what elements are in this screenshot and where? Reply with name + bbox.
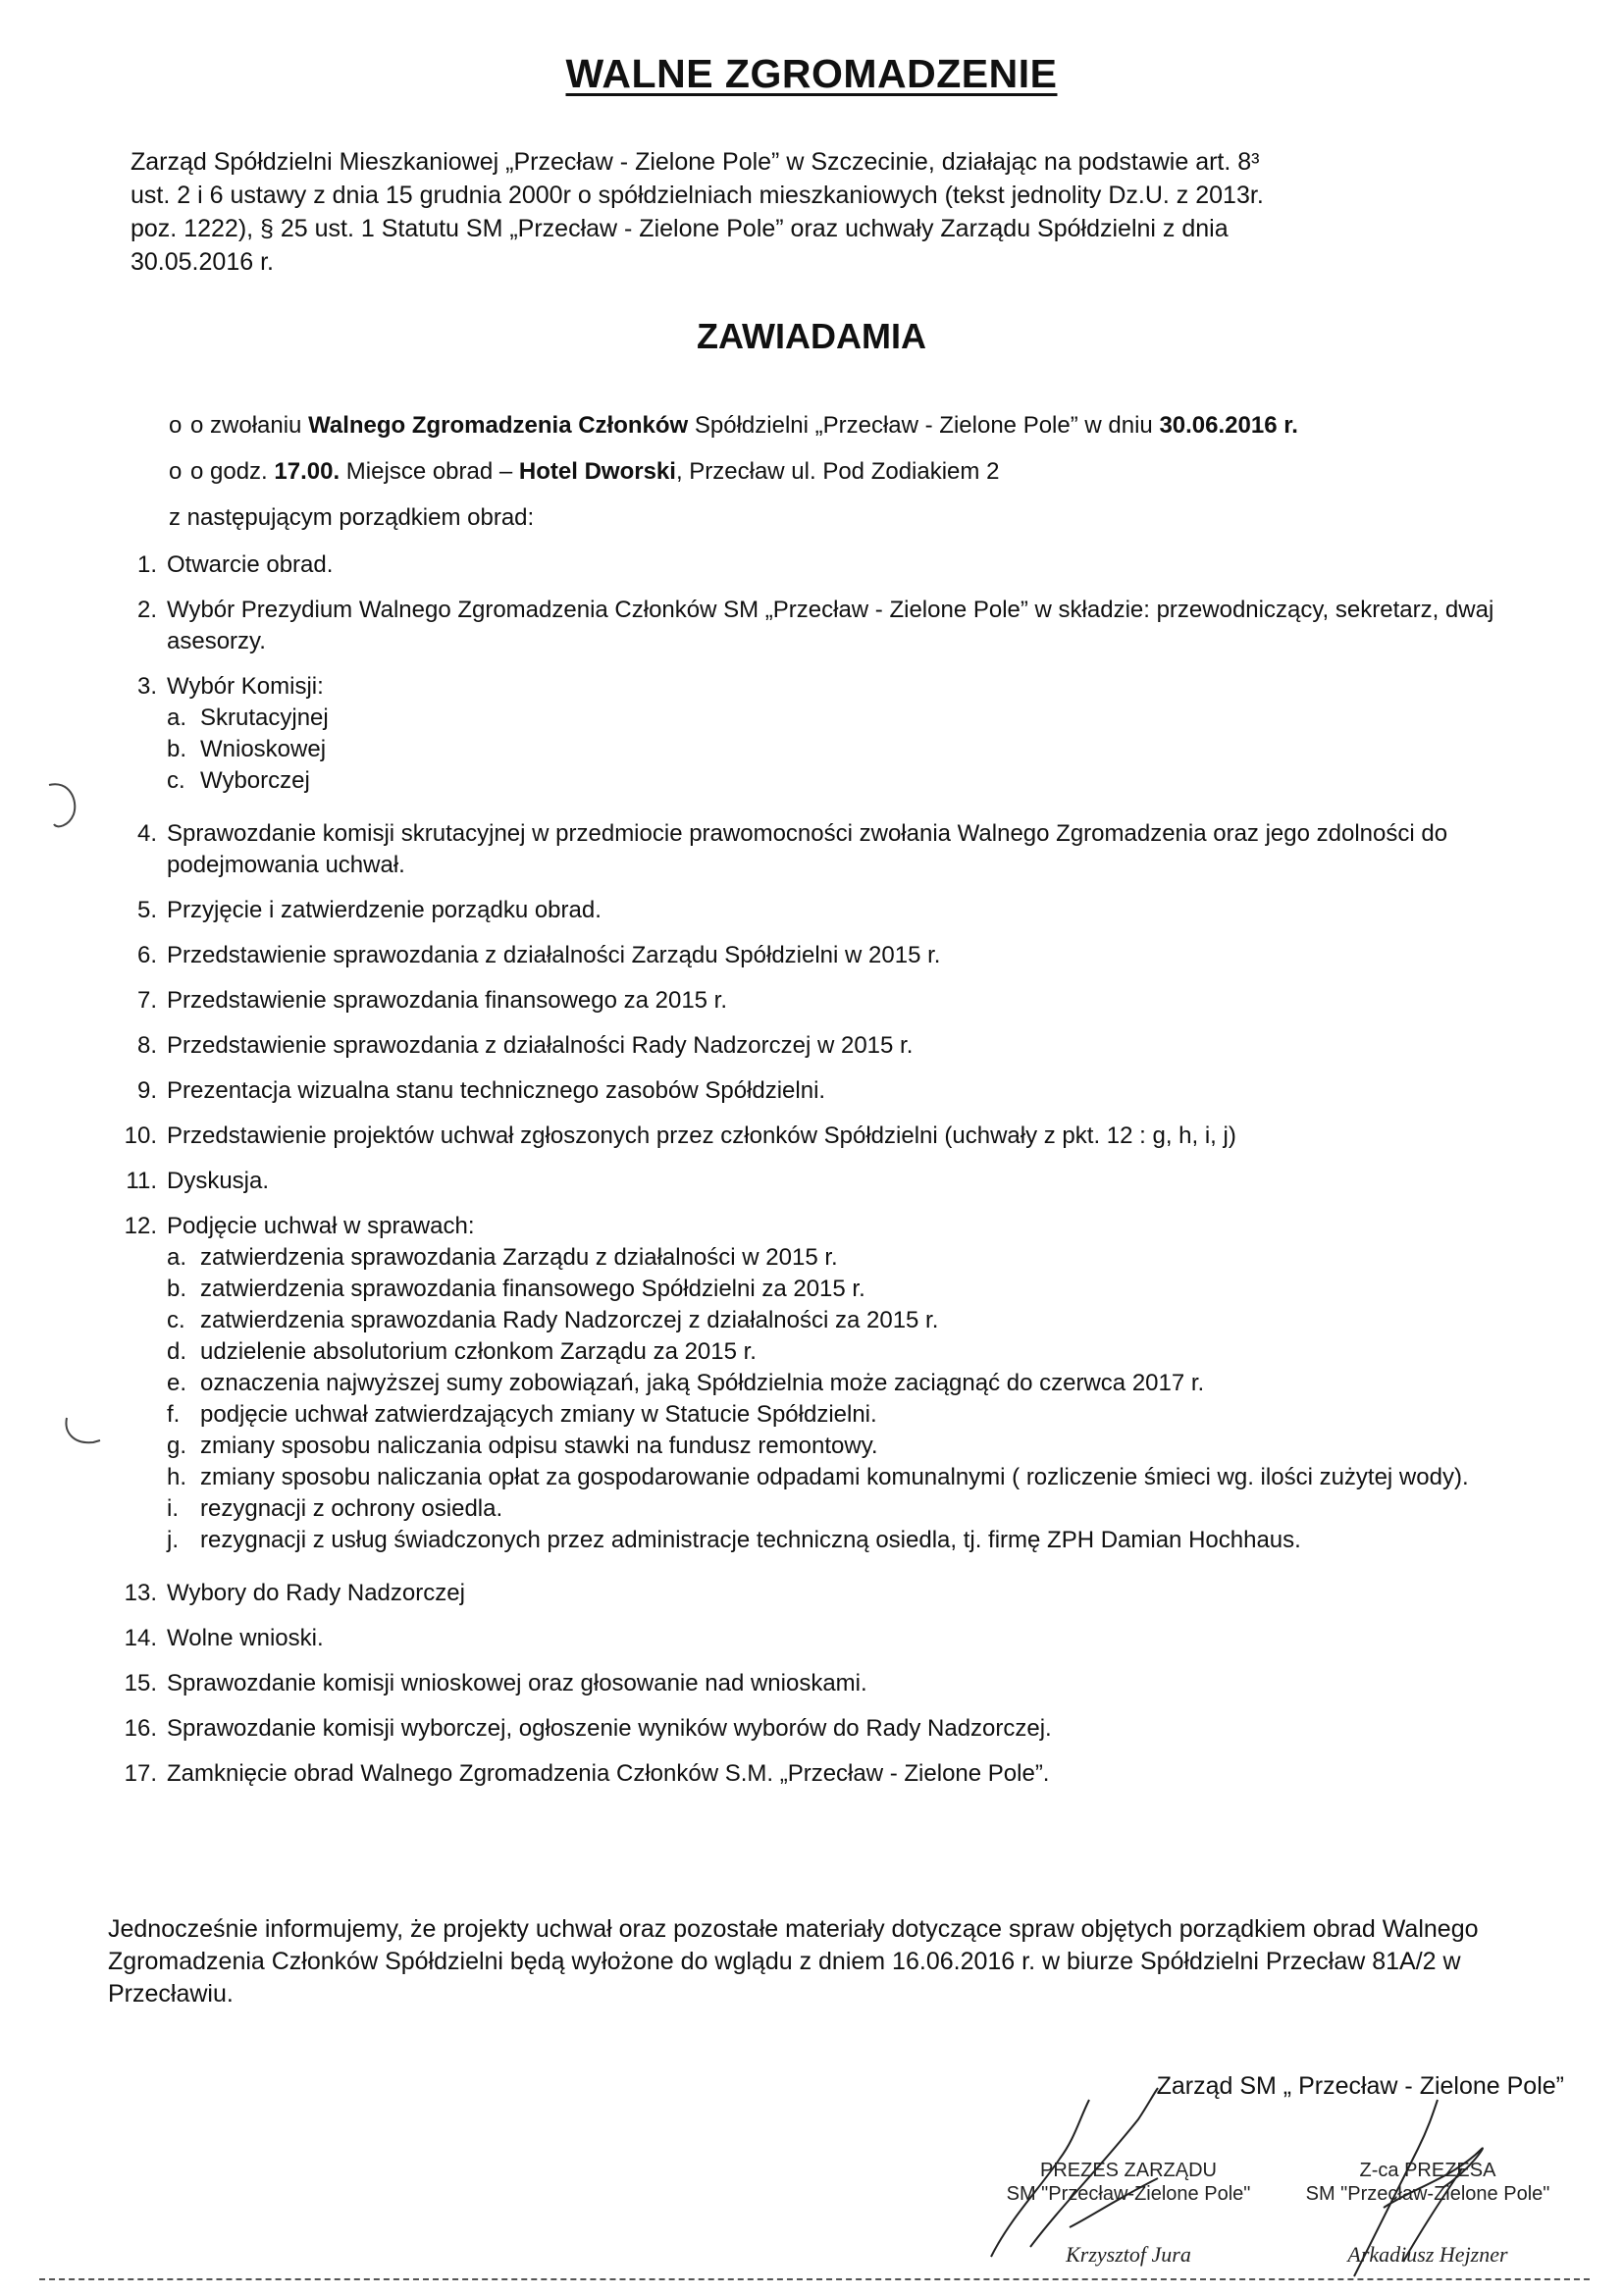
- notice-line-1: o o zwołaniu Walnego Zgromadzenia Członków Spółdzielni „Przecław - Zielone Pole” w dniu 30.06.2016 r.: [169, 410, 1543, 442]
- meeting-time: 17.00.: [274, 458, 340, 485]
- sub-item: j. rezygnacji z usług świadczonych przez administracje techniczną osiedla, tj. firmę ZPH Damian Hochhaus.: [167, 1527, 1301, 1553]
- sub-item: h. zmiany sposobu naliczania opłat za gospodarowanie odpadami komunalnymi ( rozliczenie śmieci wg. ilości zużytej wody).: [167, 1464, 1469, 1490]
- sub-item: c. zatwierdzenia sprawozdania Rady Nadzorczej z działalności za 2015 r.: [167, 1307, 939, 1333]
- sub-item: b. zatwierdzenia sprawozdania finansowego Spółdzielni za 2015 r.: [167, 1276, 865, 1302]
- sub-item: d. udzielenie absolutorium członkom Zarządu za 2015 r.: [167, 1338, 757, 1365]
- list-item: 3. Wybór Komisji: a. Skrutacyjnej b. Wnioskowej c. Wyborczej: [108, 671, 1550, 797]
- closing-paragraph: Jednocześnie informujemy, że projekty uchwał oraz pozostałe materiały dotyczące spraw objętych porządkiem obrad Walnego Zgromadzenia Członków Spółdzielni będą wyłożone do wglądu z dniem 16.06.2016 r. w biurze Spółdzielni Przecław 81A/2 w Przecławiu.: [108, 1915, 1479, 2008]
- intro-line: ust. 2 i 6 ustawy z dnia 15 grudnia 2000r o spółdzielniach mieszkaniowych (tekst jednolity Dz.U. z 2013r.: [131, 182, 1264, 209]
- sub-item: c. Wyborczej: [167, 767, 310, 794]
- sub-item: f. podjęcie uchwał zatwierdzających zmiany w Statucie Spółdzielni.: [167, 1401, 877, 1428]
- sub-item: i. rezygnacji z ochrony osiedla.: [167, 1495, 503, 1522]
- document-title: WALNE ZGROMADZENIE: [565, 51, 1058, 96]
- signature-right: [1325, 2090, 1521, 2286]
- bullet-icon: o: [169, 458, 183, 485]
- sub-item: e. oznaczenia najwyższej sumy zobowiązań, jaką Spółdzielnia może zaciągnąć do czerwca 2017 r.: [167, 1370, 1205, 1396]
- notice-line-3: z następującym porządkiem obrad:: [169, 504, 535, 531]
- list-item: 8. Przedstawienie sprawozdania z działalności Rady Nadzorczej w 2015 r.: [136, 1032, 914, 1059]
- bullet-icon: o: [169, 412, 183, 439]
- list-item: 6. Przedstawienie sprawozdania z działalności Zarządu Spółdzielni w 2015 r.: [136, 942, 941, 968]
- list-item: 17. Zamknięcie obrad Walnego Zgromadzenia Członków S.M. „Przecław - Zielone Pole”.: [124, 1760, 1050, 1787]
- meeting-place: Hotel Dworski: [518, 458, 676, 485]
- sub-item: a. zatwierdzenia sprawozdania Zarządu z działalności w 2015 r.: [167, 1244, 838, 1271]
- list-item: 16. Sprawozdanie komisji wyborczej, ogłoszenie wyników wyborów do Rady Nadzorczej.: [124, 1715, 1052, 1742]
- meeting-date: 30.06.2016 r.: [1159, 412, 1298, 439]
- agenda-list: [108, 549, 1550, 1803]
- notice-line-2: o o godz. 17.00. Miejsce obrad – Hotel Dworski, Przecław ul. Pod Zodiakiem 2: [169, 456, 1543, 488]
- list-item: 2. Wybór Prezydium Walnego Zgromadzenia Członków SM „Przecław - Zielone Pole” w składzie: przewodniczący, sekretarz, dwaj asesorzy.: [136, 597, 1494, 654]
- list-item: 15. Sprawozdanie komisji wnioskowej oraz głosowanie nad wnioskami.: [124, 1670, 867, 1696]
- list-item: 14. Wolne wnioski.: [124, 1625, 324, 1651]
- list-item: 5. Przyjęcie i zatwierdzenie porządku obrad.: [136, 897, 602, 923]
- bottom-divider: [39, 2278, 1590, 2280]
- list-item: 10. Przedstawienie projektów uchwał zgłoszonych przez członków Spółdzielni (uchwały z pkt. 12 : g, h, i, j): [124, 1122, 1236, 1149]
- list-item: 7. Przedstawienie sprawozdania finansowego za 2015 r.: [136, 987, 728, 1014]
- sub-item: b. Wnioskowej: [167, 736, 327, 762]
- meeting-name: Walnego Zgromadzenia Członków: [308, 412, 689, 439]
- margin-mark-icon: [39, 775, 88, 834]
- sub-item: g. zmiany sposobu naliczania odpisu stawki na fundusz remontowy.: [167, 1433, 878, 1459]
- intro-line: poz. 1222), § 25 ust. 1 Statutu SM „Przecław - Zielone Pole” oraz uchwały Zarządu Spółdzielni z dnia: [131, 215, 1229, 242]
- signature-left: [971, 2080, 1227, 2276]
- intro-paragraph: [131, 145, 1534, 279]
- notice-heading: ZAWIADAMIA: [697, 316, 926, 356]
- stamp-president: PREZES ZARZĄDU SM "Przecław-Zielone Pole" Krzysztof Jura: [1006, 2160, 1251, 2267]
- stamp-vice-president: Z-ca PREZESA SM "Przecław-Zielone Pole" Arkadiusz Hejzner: [1305, 2160, 1550, 2267]
- list-item: 11. Dyskusja.: [126, 1168, 270, 1194]
- intro-line: Zarząd Spółdzielni Mieszkaniowej „Przecław - Zielone Pole” w Szczecinie, działając na podstawie art. 8³: [131, 148, 1260, 176]
- list-item: 9. Prezentacja wizualna stanu technicznego zasobów Spółdzielni.: [136, 1077, 826, 1104]
- signoff-text: Zarząd SM „ Przecław - Zielone Pole”: [1156, 2072, 1564, 2100]
- sub-item: a. Skrutacyjnej: [167, 704, 329, 731]
- list-item: 13. Wybory do Rady Nadzorczej: [124, 1580, 465, 1606]
- margin-mark-icon: [59, 1413, 108, 1452]
- list-item: 4. Sprawozdanie komisji skrutacyjnej w przedmiocie prawomocności zwołania Walnego Zgromadzenia oraz jego zdolności do podejmowania uchwał.: [136, 820, 1448, 878]
- list-item: 1. Otwarcie obrad.: [136, 551, 334, 578]
- list-item: 12. Podjęcie uchwał w sprawach: a. zatwierdzenia sprawozdania Zarządu z działalności w 2015 r. b. zatwierdzenia sprawozdania finansowego Spółdzielni za 2015 r. c. zatwierdzenia sprawozdania Rady Nadzorczej z działalności za 2015 r. d. udzielenie absolutorium członkom Zarządu za 2015 r. e. oznaczenia najwyższej sumy zobowiązań, jaką Spółdzielnia może zaciągnąć do czerwca 2017 r. f. podjęcie uchwał zatwierdzających zmiany w Statucie Spółdzielni. g. zmiany sposobu naliczania odpisu stawki na fundusz remontowy. h. zmiany sposobu naliczania opłat za gospodarowanie odpadami komunalnymi ( rozliczenie śmieci wg. ilości zużytej wody). i. rezygnacji z ochrony osiedla. j. rezygnacji z usług świadczonych przez administracje techniczną osiedla, tj. firmę ZPH Damian Hochhaus.: [108, 1211, 1550, 1556]
- intro-line: 30.05.2016 r.: [131, 248, 274, 276]
